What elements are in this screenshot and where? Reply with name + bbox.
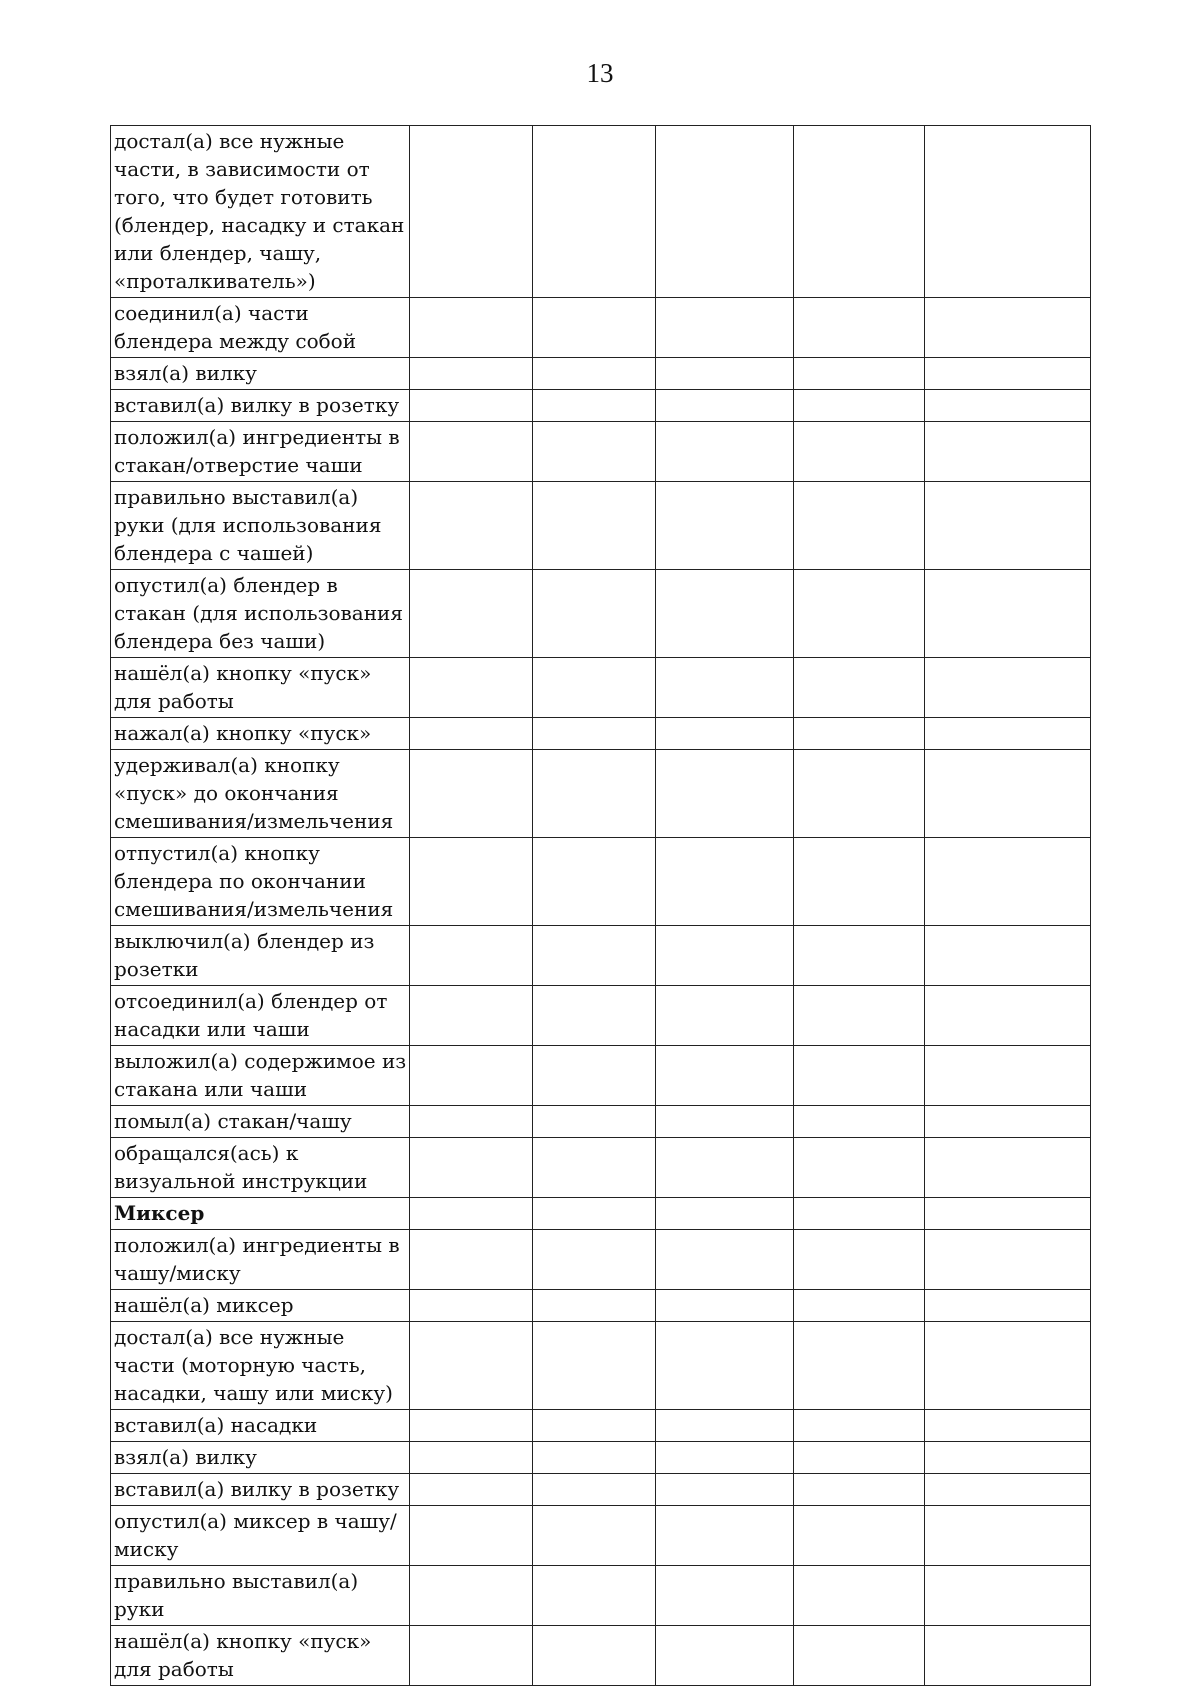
- table-row: [111, 298, 1091, 358]
- mark-cell[interactable]: [794, 358, 925, 390]
- mark-cell[interactable]: [794, 1506, 925, 1566]
- table-row: [111, 658, 1091, 718]
- mark-cell[interactable]: [533, 1474, 656, 1506]
- mark-cell[interactable]: [533, 1566, 656, 1626]
- mark-cell[interactable]: [656, 390, 794, 422]
- mark-cell[interactable]: [794, 1138, 925, 1198]
- mark-cell[interactable]: [794, 422, 925, 482]
- mark-cell[interactable]: [533, 658, 656, 718]
- mark-cell[interactable]: [533, 750, 656, 838]
- step-label: отсоединил(а) блендер от насадки или чаши: [111, 986, 410, 1046]
- mark-cell[interactable]: [794, 126, 925, 298]
- mark-cell[interactable]: [410, 1566, 533, 1626]
- step-label: правильно выставил(а) руки (для использования блендера с чашей): [111, 482, 410, 570]
- mark-cell[interactable]: [794, 1198, 925, 1230]
- mark-cell[interactable]: [410, 1410, 533, 1442]
- mark-cell[interactable]: [656, 1626, 794, 1686]
- mark-cell[interactable]: [925, 750, 1091, 838]
- mark-cell[interactable]: [794, 1230, 925, 1290]
- table-row: [111, 1626, 1091, 1686]
- mark-cell[interactable]: [656, 838, 794, 926]
- table-row: [111, 926, 1091, 986]
- mark-cell[interactable]: [410, 1046, 533, 1106]
- table-row: [111, 390, 1091, 422]
- mark-cell[interactable]: [794, 482, 925, 570]
- table-row: [111, 482, 1091, 570]
- mark-cell[interactable]: [410, 422, 533, 482]
- mark-cell[interactable]: [533, 1198, 656, 1230]
- table-row: [111, 1410, 1091, 1442]
- mark-cell[interactable]: [410, 390, 533, 422]
- mark-cell[interactable]: [533, 1290, 656, 1322]
- mark-cell[interactable]: [925, 570, 1091, 658]
- mark-cell[interactable]: [410, 1138, 533, 1198]
- table-row: [111, 358, 1091, 390]
- mark-cell[interactable]: [410, 1290, 533, 1322]
- step-label: обращался(ась) к визуальной инструкции: [111, 1138, 410, 1198]
- step-label: взял(а) вилку: [111, 358, 410, 390]
- mark-cell[interactable]: [925, 1566, 1091, 1626]
- mark-cell[interactable]: [794, 1566, 925, 1626]
- mark-cell[interactable]: [533, 838, 656, 926]
- mark-cell[interactable]: [410, 1474, 533, 1506]
- section-title: Миксер: [111, 1198, 410, 1230]
- step-label: опустил(а) блендер в стакан (для использования блендера без чаши): [111, 570, 410, 658]
- mark-cell[interactable]: [656, 1290, 794, 1322]
- mark-cell[interactable]: [533, 126, 656, 298]
- mark-cell[interactable]: [794, 1290, 925, 1322]
- mark-cell[interactable]: [656, 1566, 794, 1626]
- step-label: достал(а) все нужные части (моторную часть, насадки, чашу или миску): [111, 1322, 410, 1410]
- mark-cell[interactable]: [925, 390, 1091, 422]
- mark-cell[interactable]: [656, 358, 794, 390]
- mark-cell[interactable]: [410, 986, 533, 1046]
- mark-cell[interactable]: [925, 482, 1091, 570]
- mark-cell[interactable]: [925, 838, 1091, 926]
- mark-cell[interactable]: [656, 1410, 794, 1442]
- step-label: достал(а) все нужные части, в зависимости от того, что будет готовить (блендер, насадку и стакан или блендер, чашу, «проталкиватель»): [111, 126, 410, 298]
- mark-cell[interactable]: [656, 1230, 794, 1290]
- mark-cell[interactable]: [794, 1626, 925, 1686]
- mark-cell[interactable]: [533, 926, 656, 986]
- mark-cell[interactable]: [656, 298, 794, 358]
- mark-cell[interactable]: [925, 1322, 1091, 1410]
- mark-cell[interactable]: [656, 926, 794, 986]
- mark-cell[interactable]: [410, 658, 533, 718]
- mark-cell[interactable]: [794, 298, 925, 358]
- mark-cell[interactable]: [925, 126, 1091, 298]
- mark-cell[interactable]: [794, 838, 925, 926]
- mark-cell[interactable]: [925, 1410, 1091, 1442]
- mark-cell[interactable]: [533, 1046, 656, 1106]
- mark-cell[interactable]: [794, 570, 925, 658]
- mark-cell[interactable]: [656, 986, 794, 1046]
- mark-cell[interactable]: [794, 1474, 925, 1506]
- mark-cell[interactable]: [533, 390, 656, 422]
- mark-cell[interactable]: [533, 1230, 656, 1290]
- mark-cell[interactable]: [925, 298, 1091, 358]
- mark-cell[interactable]: [794, 1046, 925, 1106]
- mark-cell[interactable]: [794, 390, 925, 422]
- mark-cell[interactable]: [794, 1410, 925, 1442]
- mark-cell[interactable]: [925, 1626, 1091, 1686]
- table-row: [111, 570, 1091, 658]
- mark-cell[interactable]: [410, 298, 533, 358]
- mark-cell[interactable]: [656, 718, 794, 750]
- mark-cell[interactable]: [533, 422, 656, 482]
- mark-cell[interactable]: [794, 1322, 925, 1410]
- step-label: соединил(а) части блендера между собой: [111, 298, 410, 358]
- mark-cell[interactable]: [794, 750, 925, 838]
- assessment-table: [110, 125, 1091, 1686]
- step-label: помыл(а) стакан/чашу: [111, 1106, 410, 1138]
- table-row: [111, 986, 1091, 1046]
- mark-cell[interactable]: [656, 1506, 794, 1566]
- step-label: отпустил(а) кнопку блендера по окончании смешивания/измельчения: [111, 838, 410, 926]
- table-row: [111, 718, 1091, 750]
- mark-cell[interactable]: [533, 298, 656, 358]
- mark-cell[interactable]: [410, 838, 533, 926]
- step-label: положил(а) ингредиенты в стакан/отверстие чаши: [111, 422, 410, 482]
- mark-cell[interactable]: [656, 570, 794, 658]
- mark-cell[interactable]: [656, 1442, 794, 1474]
- step-label: выложил(а) содержимое из стакана или чаши: [111, 1046, 410, 1106]
- step-label: вставил(а) вилку в розетку: [111, 390, 410, 422]
- mark-cell[interactable]: [533, 1138, 656, 1198]
- mark-cell[interactable]: [410, 482, 533, 570]
- mark-cell[interactable]: [794, 926, 925, 986]
- mark-cell[interactable]: [925, 1106, 1091, 1138]
- step-label: вставил(а) насадки: [111, 1410, 410, 1442]
- table-row: [111, 1138, 1091, 1198]
- mark-cell[interactable]: [925, 1474, 1091, 1506]
- mark-cell[interactable]: [410, 1230, 533, 1290]
- mark-cell[interactable]: [925, 358, 1091, 390]
- step-label: нашёл(а) кнопку «пуск» для работы: [111, 658, 410, 718]
- step-label: положил(а) ингредиенты в чашу/миску: [111, 1230, 410, 1290]
- table-row: [111, 750, 1091, 838]
- mark-cell[interactable]: [533, 358, 656, 390]
- mark-cell[interactable]: [656, 750, 794, 838]
- step-label: правильно выставил(а) руки: [111, 1566, 410, 1626]
- mark-cell[interactable]: [794, 1106, 925, 1138]
- mark-cell[interactable]: [656, 1322, 794, 1410]
- step-label: нашёл(а) миксер: [111, 1290, 410, 1322]
- table-row: [111, 1230, 1091, 1290]
- step-label: взял(а) вилку: [111, 1442, 410, 1474]
- mark-cell[interactable]: [410, 1626, 533, 1686]
- mark-cell[interactable]: [656, 1474, 794, 1506]
- step-label: нажал(а) кнопку «пуск»: [111, 718, 410, 750]
- mark-cell[interactable]: [410, 358, 533, 390]
- step-label: опустил(а) миксер в чашу/миску: [111, 1506, 410, 1566]
- mark-cell[interactable]: [533, 1322, 656, 1410]
- mark-cell[interactable]: [410, 926, 533, 986]
- mark-cell[interactable]: [656, 1138, 794, 1198]
- step-label: нашёл(а) кнопку «пуск» для работы: [111, 1626, 410, 1686]
- step-label: выключил(а) блендер из розетки: [111, 926, 410, 986]
- mark-cell[interactable]: [533, 1626, 656, 1686]
- mark-cell[interactable]: [925, 1230, 1091, 1290]
- mark-cell[interactable]: [925, 1506, 1091, 1566]
- table-row: [111, 126, 1091, 298]
- mark-cell[interactable]: [925, 1198, 1091, 1230]
- step-label: вставил(а) вилку в розетку: [111, 1474, 410, 1506]
- mark-cell[interactable]: [794, 1442, 925, 1474]
- mark-cell[interactable]: [410, 1198, 533, 1230]
- mark-cell[interactable]: [925, 986, 1091, 1046]
- mark-cell[interactable]: [410, 570, 533, 658]
- table-row: [111, 1106, 1091, 1138]
- table-row: [111, 1322, 1091, 1410]
- mark-cell[interactable]: [656, 658, 794, 718]
- mark-cell[interactable]: [925, 658, 1091, 718]
- mark-cell[interactable]: [656, 1046, 794, 1106]
- mark-cell[interactable]: [410, 1506, 533, 1566]
- mark-cell[interactable]: [925, 718, 1091, 750]
- assessment-table-body: [111, 126, 1091, 1686]
- mark-cell[interactable]: [533, 1106, 656, 1138]
- mark-cell[interactable]: [656, 1106, 794, 1138]
- mark-cell[interactable]: [410, 1442, 533, 1474]
- table-row: [111, 1566, 1091, 1626]
- mark-cell[interactable]: [410, 1322, 533, 1410]
- step-label: удерживал(а) кнопку «пуск» до окончания смешивания/измельчения: [111, 750, 410, 838]
- mark-cell[interactable]: [533, 1410, 656, 1442]
- mark-cell[interactable]: [410, 750, 533, 838]
- mark-cell[interactable]: [533, 1506, 656, 1566]
- mark-cell[interactable]: [794, 986, 925, 1046]
- mark-cell[interactable]: [533, 718, 656, 750]
- table-row: [111, 1046, 1091, 1106]
- mark-cell[interactable]: [925, 422, 1091, 482]
- mark-cell[interactable]: [925, 1442, 1091, 1474]
- mark-cell[interactable]: [925, 926, 1091, 986]
- table-row: [111, 1442, 1091, 1474]
- mark-cell[interactable]: [533, 1442, 656, 1474]
- mark-cell[interactable]: [794, 658, 925, 718]
- mark-cell[interactable]: [794, 718, 925, 750]
- mark-cell[interactable]: [533, 986, 656, 1046]
- table-row: [111, 1474, 1091, 1506]
- section-header-row: [111, 1198, 1091, 1230]
- table-row: [111, 1506, 1091, 1566]
- mark-cell[interactable]: [410, 718, 533, 750]
- mark-cell[interactable]: [533, 570, 656, 658]
- mark-cell[interactable]: [410, 1106, 533, 1138]
- mark-cell[interactable]: [656, 482, 794, 570]
- mark-cell[interactable]: [656, 422, 794, 482]
- mark-cell[interactable]: [656, 1198, 794, 1230]
- mark-cell[interactable]: [925, 1290, 1091, 1322]
- mark-cell[interactable]: [410, 126, 533, 298]
- mark-cell[interactable]: [656, 126, 794, 298]
- mark-cell[interactable]: [925, 1046, 1091, 1106]
- table-row: [111, 838, 1091, 926]
- mark-cell[interactable]: [533, 482, 656, 570]
- table-row: [111, 422, 1091, 482]
- table-row: [111, 1290, 1091, 1322]
- mark-cell[interactable]: [925, 1138, 1091, 1198]
- page-number: 13: [586, 58, 614, 88]
